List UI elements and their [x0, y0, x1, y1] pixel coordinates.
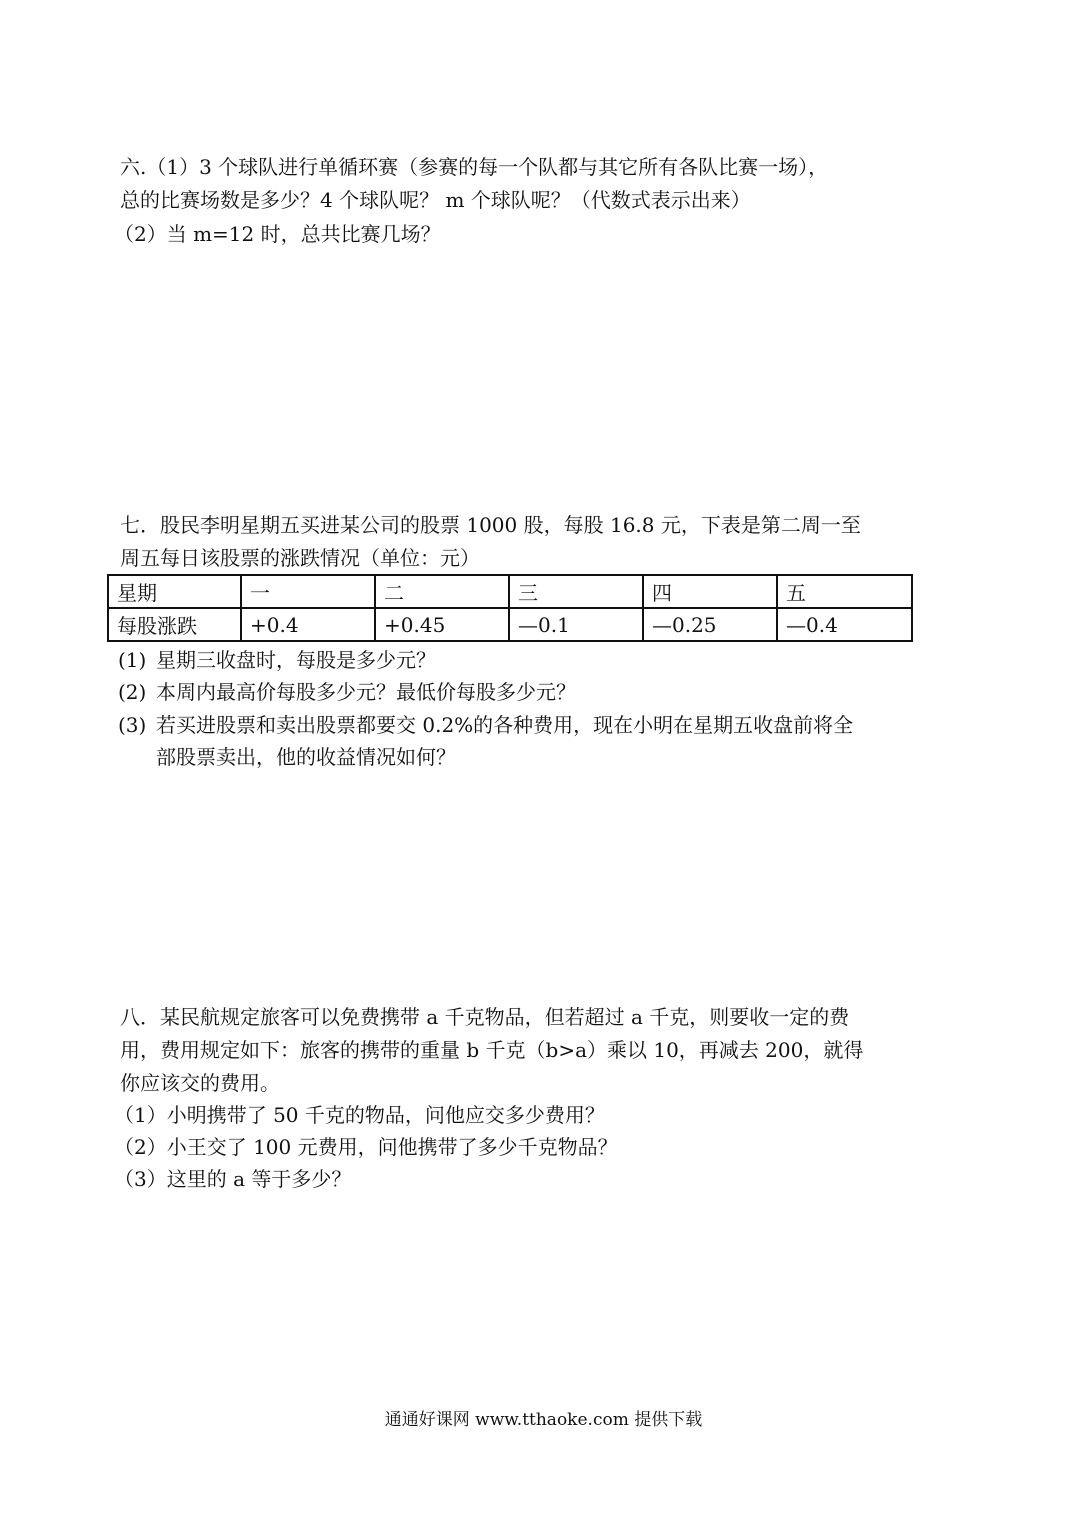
table-cell: 每股涨跌 — [108, 608, 241, 641]
table-cell: 二 — [375, 575, 509, 608]
table-cell: —0.1 — [509, 608, 643, 641]
q6-line-2: 总的比赛场数是多少？4 个球队呢？ m 个球队呢？（代数式表示出来） — [120, 188, 751, 212]
stock-change-table — [107, 574, 913, 642]
q8-line-6: （3）这里的 a 等于多少？ — [114, 1167, 352, 1191]
q8-line-2: 用，费用规定如下：旅客的携带的重量 b 千克（b>a）乘以 10，再减去 200，就得 — [120, 1038, 864, 1062]
q8-line-3: 你应该交的费用。 — [120, 1071, 280, 1095]
sub-text: 星期三收盘时，每股是多少元？ — [156, 648, 436, 672]
sub-number: (3) — [118, 713, 147, 737]
q7-sub-3-cont: 部股票卖出，他的收益情况如何？ — [156, 745, 456, 769]
table-cell: +0.4 — [241, 608, 375, 641]
sub-text: 本周内最高价每股多少元？最低价每股多少元？ — [156, 680, 576, 704]
table-cell: 三 — [509, 575, 643, 608]
table-cell: 四 — [643, 575, 777, 608]
table-row — [108, 608, 912, 641]
table-cell: 星期 — [108, 575, 241, 608]
table-cell: +0.45 — [375, 608, 509, 641]
sub-number: (2) — [118, 680, 147, 704]
q7-sub-3 — [118, 711, 853, 739]
q8-line-5: （2）小王交了 100 元费用，问他携带了多少千克物品？ — [114, 1135, 618, 1159]
q7-sub-1 — [118, 646, 436, 674]
footer-credit: 通通好课网 www.tthaoke.com 提供下载 — [384, 1410, 703, 1430]
table-cell: 五 — [777, 575, 912, 608]
sub-number: (1) — [118, 648, 147, 672]
q6-line-1: 六.（1）3 个球队进行单循环赛（参赛的每一个队都与其它所有各队比赛一场）， — [120, 155, 829, 179]
q7-sub-2 — [118, 678, 576, 706]
sub-text: 若买进股票和卖出股票都要交 0.2%的各种费用，现在小明在星期五收盘前将全 — [156, 713, 854, 737]
table-header-row — [108, 575, 912, 608]
q8-line-1: 八．某民航规定旅客可以免费携带 a 千克物品，但若超过 a 千克，则要收一定的费 — [120, 1005, 850, 1029]
q7-line-2: 周五每日该股票的涨跌情况（单位：元） — [120, 546, 480, 570]
table-cell: —0.4 — [777, 608, 912, 641]
q7-line-1: 七．股民李明星期五买进某公司的股票 1000 股，每股 16.8 元，下表是第二周一至 — [120, 513, 861, 537]
table-cell: 一 — [241, 575, 375, 608]
q6-line-3: （2）当 m=12 时，总共比赛几场？ — [114, 222, 441, 246]
table-cell: —0.25 — [643, 608, 777, 641]
q8-line-4: （1）小明携带了 50 千克的物品，问他应交多少费用？ — [114, 1103, 605, 1127]
